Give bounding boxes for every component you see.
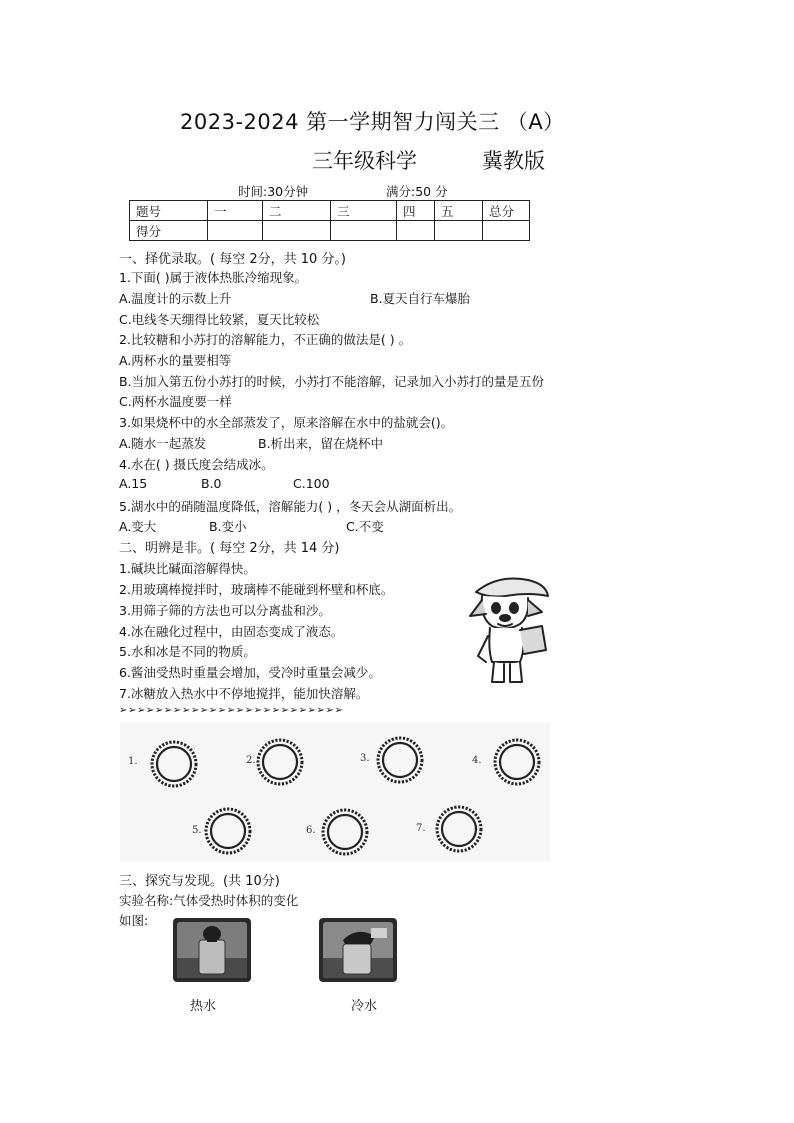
q2-option-c: C.两杯水温度要一样 [119,394,232,409]
judgement-item: 3.用筛子筛的方法也可以分离盐和沙。 [119,603,331,618]
q3-option-b: B.析出来，留在烧杯中 [258,436,384,451]
question-2: 2.比较糖和小苏打的溶解能力，不正确的做法是( ) 。 [119,332,412,347]
table-cell: 得分 [130,221,208,241]
q3-option-a: A.随水一起蒸发 [119,436,207,451]
q2-option-b: B.当加入第五份小苏打的时候，小苏打不能溶解，记录加入小苏打的量是五份 [119,374,545,389]
score-input-cell[interactable] [483,221,530,241]
caption-cold-water: 冷水 [351,999,378,1014]
gear-label: 3. [360,753,370,764]
table-cell: 五 [435,201,483,221]
table-cell: 总分 [483,201,530,221]
textbook-edition: 冀教版 [482,149,545,173]
score-input-cell[interactable] [397,221,435,241]
question-3: 3.如果烧杯中的水全部蒸发了，原来溶解在水中的盐就会()。 [119,415,454,430]
exam-time: 时间:30分钟 [238,184,309,199]
score-table-header-row [130,201,530,221]
gear-icon [378,738,422,782]
score-input-cell[interactable] [208,221,263,241]
q5-option-a: A.变大 [119,519,157,534]
score-input-cell[interactable] [331,221,397,241]
gear-label: 2. [246,755,256,766]
gear-label: 1. [128,756,138,767]
experiment-name: 实验名称:气体受热时体积的变化 [119,893,299,908]
gear-label: 5. [192,825,202,836]
gear-icon [323,810,367,854]
q4-option-b: B.0 [201,476,222,491]
q1-option-c: C.电线冬天绷得比较紧，夏天比较松 [119,312,320,327]
q4-option-c: C.100 [293,476,330,491]
cold-water-experiment-photo [319,918,397,982]
caption-hot-water: 热水 [190,999,217,1014]
table-cell: 一 [208,201,263,221]
figure-label: 如图: [119,913,149,928]
judgement-item: 2.用玻璃棒搅拌时，玻璃棒不能碰到杯壁和杯底。 [119,582,394,597]
judgement-item: 6.酱油受热时重量会增加，受冷时重量会减少。 [119,665,381,680]
gear-icon [495,740,539,784]
gear-label: 4. [472,755,482,766]
gear-label: 6. [306,825,316,836]
cartoon-dog-illustration [458,570,558,690]
q5-option-b: B.变小 [209,519,247,534]
judgement-item: 4.冰在融化过程中，由固态变成了液态。 [119,624,344,639]
score-input-cell[interactable] [263,221,331,241]
gear-label: 7. [416,823,426,834]
grade-subject: 三年级科学 [312,149,417,173]
gears-figure [120,722,550,862]
page-title: 2023-2024 第一学期智力闯关三 （A） [180,110,565,134]
divider-arrows: ➢➢➢➢➢➢➢➢➢➢➢➢➢➢➢➢➢➢➢➢➢➢➢➢➢ [119,705,344,716]
exam-full-score: 满分:50 分 [386,184,448,199]
question-1: 1.下面( )属于液体热胀冷缩现象。 [119,270,308,285]
gear-icon [258,740,302,784]
question-4: 4.水在( ) 摄氏度会结成冰。 [119,457,274,472]
judgement-item: 5.水和冰是不同的物质。 [119,644,256,659]
section3-heading: 三、探究与发现。(共 10分) [119,874,280,889]
gear-icon [437,807,481,851]
gear-icon [206,809,250,853]
table-cell: 二 [263,201,331,221]
table-cell: 三 [331,201,397,221]
q1-option-a: A.温度计的示数上升 [119,291,232,306]
q1-option-b: B.夏天自行车爆胎 [370,291,471,306]
question-5: 5.湖水中的硝随温度降低，溶解能力( ) ，冬天会从湖面析出。 [119,499,462,514]
gear-icon [152,742,196,786]
score-table-score-row [130,221,530,241]
section1-heading: 一、择优录取。( 每空 2分，共 10 分。) [119,252,346,267]
judgement-item: 7.冰糖放入热水中不停地搅拌，能加快溶解。 [119,686,369,701]
q2-option-a: A.两杯水的量要相等 [119,353,232,368]
section2-heading: 二、明辨是非。( 每空 2分，共 14 分) [119,541,340,556]
judgement-item: 1.碱块比碱面溶解得快。 [119,561,256,576]
score-input-cell[interactable] [435,221,483,241]
gears-svg [120,722,550,862]
table-cell: 题号 [130,201,208,221]
score-table [129,200,530,241]
hot-water-experiment-photo [173,918,251,982]
q5-option-c: C.不变 [346,519,384,534]
table-cell: 四 [397,201,435,221]
q4-option-a: A.15 [119,476,148,491]
